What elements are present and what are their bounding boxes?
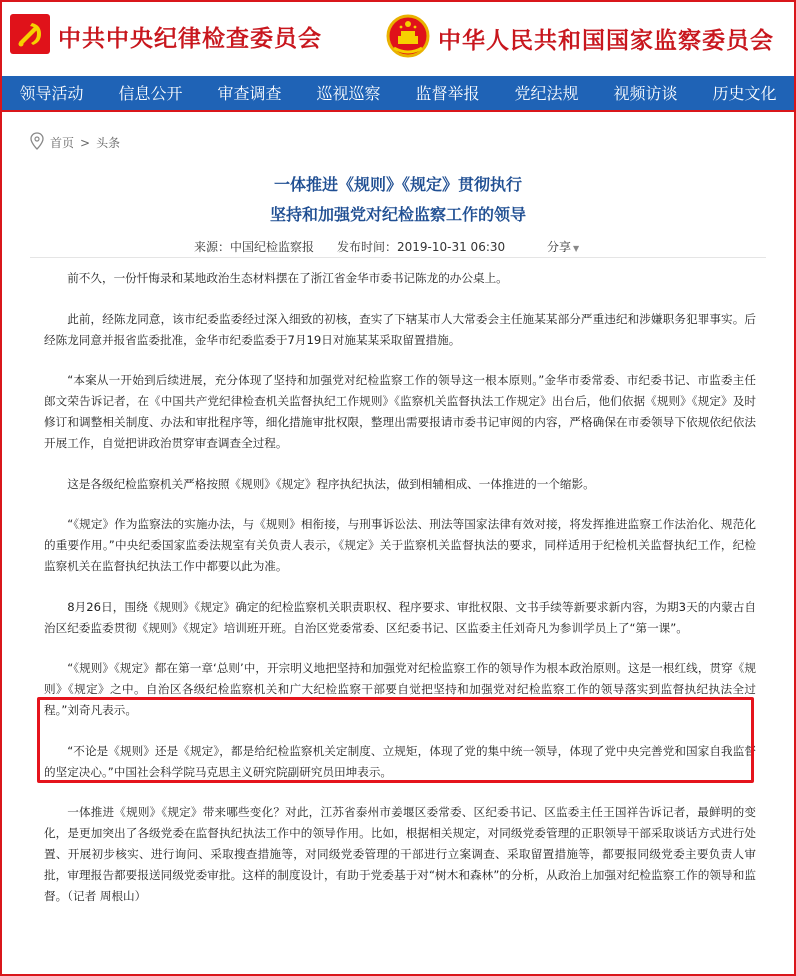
main-nav — [2, 76, 794, 112]
article-paragraph: 这是各级纪检监察机关严格按照《规则》《规定》程序执纪执法，做到相辅相成、一体推进的一个缩影。 — [67, 476, 595, 491]
site-header — [2, 2, 794, 76]
article-paragraph: “不论是《规则》还是《规定》，都是给纪检监察机关定制度、立规矩，体现了党的集中统一领导，体现了党中央完善党和国家自我监督的坚定决心。”中国社会科学院马克思主义研究院副研究员田坤表示。 — [44, 743, 756, 779]
breadcrumb-home[interactable]: 首页 — [50, 136, 75, 150]
breadcrumb-current[interactable]: 头条 — [96, 136, 121, 150]
nav-item-report[interactable]: 监督举报 — [415, 84, 480, 103]
share-button[interactable] — [547, 238, 579, 255]
article-paragraph: “《规定》作为监察法的实施办法，与《规则》相衔接，与刑事诉讼法、刑法等国家法律有效对接，将发挥推进监察工作法治化、规范化的重要作用。”中央纪委国家监委法规室有关负责人表示，《规定》关于监察机关监督执法的要求，同样适用于纪检机关监督执纪工作，纪检监察机关在监督执纪执法工作中都要以此为准。 — [44, 517, 756, 573]
nav-item-leadership[interactable]: 领导活动 — [19, 84, 84, 103]
article-paragraph: 8月26日，围绕《规则》《规定》确定的纪检监察机关职责职权、程序要求、审批权限、文书手续等新要求新内容，为期3天的内蒙古自治区纪委监委贯彻《规则》《规定》培训班开班。自治区党委常委、区纪委书记、区监委主任刘奇凡为参训学员上了“第一课”。 — [44, 599, 756, 635]
article-paragraph: 一体推进《规则》《规定》带来哪些变化？对此，江苏省泰州市姜堰区委常委、区纪委书记、区监委主任王国祥告诉记者，最鲜明的变化，是更加突出了各级党委在监督执纪执法工作中的领导作用。比如，根据相关规定，对同级党委管理的正职领导干部采取谈话方式进行处置、开展初步核实、进行询问、采取搜查措施等，对同级党委管理的干部进行立案调查、采取留置措施等，都要报同级党委主要负责人审批，审理报告都要报送同级党委审批。这样的制度设计，有助于党委基于对“树木和森林”的分析，从政治上加强对纪检监察工作的领导和监督。（记者 周根山） — [44, 805, 756, 903]
nav-item-investigation[interactable]: 审查调查 — [217, 84, 282, 103]
party-emblem-icon — [10, 14, 50, 58]
article-time: 发布时间：2019-10-31 06:30 — [337, 240, 506, 254]
breadcrumb — [30, 132, 126, 153]
nsc-title: 中华人民共和国国家监察委员会 — [438, 26, 774, 54]
national-emblem-icon — [386, 14, 430, 62]
location-pin-icon — [30, 132, 44, 153]
article-title-line2: 坚持和加强党对纪检监察工作的领导 — [269, 205, 526, 224]
nav-item-inspection[interactable]: 巡视巡察 — [316, 84, 381, 103]
nav-item-regulations[interactable]: 党纪法规 — [514, 84, 579, 103]
nav-item-video[interactable]: 视频访谈 — [613, 84, 678, 103]
ccdi-title: 中共中央纪律检查委员会 — [58, 24, 322, 52]
caret-down-icon: ▼ — [573, 244, 580, 253]
nav-item-disclosure[interactable]: 信息公开 — [118, 84, 183, 103]
share-label: 分享 — [547, 240, 572, 254]
article-source: 来源：中国纪检监察报 — [194, 240, 315, 254]
breadcrumb-separator: > — [80, 135, 91, 150]
article-paragraph-highlighted: “《规则》《规定》都在第一章‘总则’中，开宗明义地把坚持和加强党对纪检监察工作的领导作为根本政治原则。这是一根红线，贯穿《规则》《规定》之中。自治区各级纪检监察机关和广大纪检监察干部要自觉把坚持和加强党对纪检监察工作的领导落实到监督执纪执法全过程。”刘奇凡表示。 — [44, 661, 756, 717]
brand-nsc[interactable] — [386, 14, 774, 62]
article-paragraph: 前不久，一份忏悔录和某地政治生态材料摆在了浙江省金华市委书记陈龙的办公桌上。 — [67, 271, 508, 285]
article-title-line1: 一体推进《规则》《规定》贯彻执行 — [273, 175, 522, 194]
nav-item-history[interactable]: 历史文化 — [712, 84, 777, 103]
article-paragraph: “本案从一开始到后续进展，充分体现了坚持和加强党对纪检监察工作的领导这一根本原则。”金华市委常委、市纪委书记、市监委主任郎文荣告诉记者，在《中国共产党纪律检查机关监督执纪工作规则》《监察机关监督执法工作规定》出台后，他们依据《规则》《规定》及时修订和调整相关制度、办法和审批程序等，细化措施审批权限，整理出需要报请市委书记审阅的内容，严格确保在市委领导下依规依纪依法开展工作，自觉把讲政治贯穿审查调查全过程。 — [44, 373, 756, 450]
article-body — [44, 268, 756, 927]
article-meta — [30, 236, 766, 258]
article-paragraph: 此前，经陈龙同意，该市纪委监委经过深入细致的初核，查实了下辖某市人大常委会主任施某某部分严重违纪和涉嫌职务犯罪事实。后经陈龙同意并报省监委批准，金华市纪委监委于7月19日对施某某采取留置措施。 — [44, 311, 756, 347]
brand-ccdi[interactable] — [10, 14, 322, 58]
